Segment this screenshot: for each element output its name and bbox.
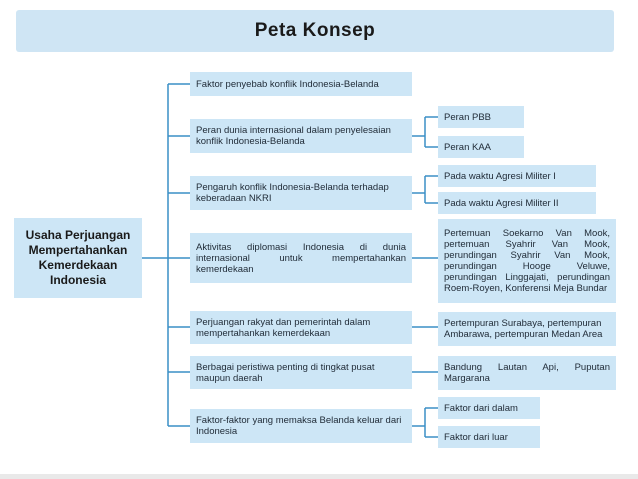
leaf-node-faktor-dalam: Faktor dari dalam <box>438 397 540 419</box>
branch-node-5: Perjuangan rakyat dan pemerintah dalam mempertahankan kemerdekaan <box>190 311 412 344</box>
leaf-node-diplomasi: Pertemuan Soekarno Van Mook, pertemuan Syahrir Van Mook, perundingan Syahrir Van Mook, perundingan Hooge Veluwe, perundingan Linggajati, perundingan Roem-Royen, Konferensi Meja Bundar <box>438 219 616 303</box>
branch-node-7: Faktor-faktor yang memaksa Belanda keluar dari Indonesia <box>190 409 412 443</box>
branch-node-6: Berbagai peristiwa penting di tingkat pusat maupun daerah <box>190 356 412 389</box>
branch-node-2: Peran dunia internasional dalam penyelesaian konflik Indonesia-Belanda <box>190 119 412 153</box>
footer-divider <box>0 474 638 479</box>
leaf-node-pertempuran: Pertempuran Surabaya, pertempuran Ambarawa, pertempuran Medan Area <box>438 312 616 346</box>
leaf-node-peran-pbb: Peran PBB <box>438 106 524 128</box>
branch-node-1: Faktor penyebab konflik Indonesia-Belanda <box>190 72 412 96</box>
leaf-node-agresi-2: Pada waktu Agresi Militer II <box>438 192 596 214</box>
branch-node-4: Aktivitas diplomasi Indonesia di dunia internasional untuk mempertahankan kemerdekaan <box>190 233 412 283</box>
leaf-node-peran-kaa: Peran KAA <box>438 136 524 158</box>
branch-node-3: Pengaruh konflik Indonesia-Belanda terhadap keberadaan NKRI <box>190 176 412 210</box>
leaf-node-peristiwa: Bandung Lautan Api, Puputan Margarana <box>438 356 616 390</box>
root-node: Usaha Perjuangan Mempertahankan Kemerdekaan Indonesia <box>14 218 142 298</box>
page-title: Peta Konsep <box>16 10 614 52</box>
leaf-node-faktor-luar: Faktor dari luar <box>438 426 540 448</box>
leaf-node-agresi-1: Pada waktu Agresi Militer I <box>438 165 596 187</box>
